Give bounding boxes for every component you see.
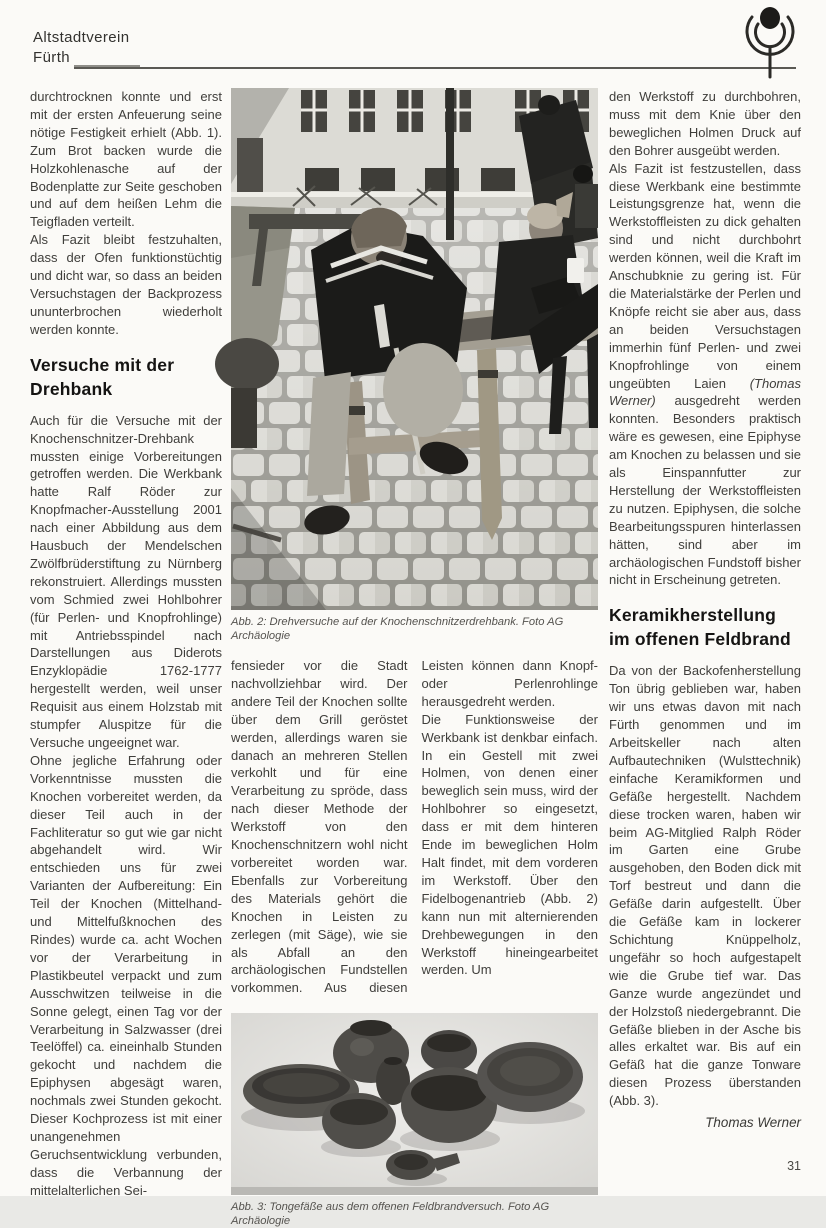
paragraph: Die Funktionsweise der Werkbank ist denkbar einfach. In ein Gestell mit zwei Holmen, von denen einer beweglich sein muss, wird der Hohlbohrer so eingesetzt, dass er mit dem hinteren Ende im beweglichen Holm Halt findet, mit dem vorderen im Werkstoff. Über den Fidelbogenantrieb (Abb. 2) kann nun mit alternierenden Drehbewegungen in den Werkstoff hineingearbeitet werden. Um [421, 711, 598, 978]
middle-text-columns [231, 657, 598, 997]
paragraph [609, 160, 801, 590]
left-column [30, 88, 222, 1200]
paragraph: fensieder vor die Stadt nachvollziehbar wird. Der andere Teil der Knochen sollte über dem Grill geröstet werden, allerdings waren sie danach an mehreren Stellen verkohlt und für eine Verarbeitung zu spröde, dass nach dieser Methode der Werkstoff von den Knochenschnitzern wohl nicht vorbereitet worden war. Ebenfalls zur Vorbereitung des Materials gehört die Knochen in Leisten zu zerlegen (mit Säge), wie sie als Abfall an den archäologischen Fundstellen vorkommen. Aus diesen Leisten können dann Knopf- oder Perlenrohlinge herausgedreht werden. [231, 658, 598, 996]
caption-abb2: Abb. 2: Drehversuche auf der Knochenschnitzerdrehbank. Foto AG Archäologie [231, 616, 564, 642]
page-number: 31 [787, 1158, 801, 1173]
photo-tongefaesse [231, 1013, 598, 1195]
crate [231, 388, 257, 448]
author-byline: Thomas Werner [705, 1115, 801, 1131]
white-cup [567, 258, 584, 283]
middle-column [231, 88, 598, 1228]
paragraph-text: ausgedreht werden konnten. Besonders praktisch wäre es gewesen, eine Epiphyse am Knochen zu belassen und sie als Einspannfutter zur Herstellung der Werkstoffleisten zu nutzen. Epiphysen, die solche Bearbeitungsspuren hinterlassen hätten, sind aber im archäologischen Fundstoff bisher nicht in Erscheinung getreten. [609, 393, 801, 588]
photo-drehversuche [231, 88, 598, 610]
paragraph: Auch für die Versuche mit der Knochenschnitzer-Drehbank mussten einige Vorbereitungen getroffen werden. Die Werkbank hatte Ralf Röder zur Knopfmacher-Ausstellung 2001 nach einer Abbildung aus dem Hausbuch der Mendelschen Zwölfbrüderstiftung zu Nürnberg rekonstruiert. Allerdings mussten vom Schmied zwei Hohlbohrer (für Perlen- und Knopfrohlinge) mit Antriebsspindel nach Darstellungen aus Diderots Enzyklopädie 1762-1777 hergestellt werden, weil unser Requisit aus einem Holzstab mit stumpfer Aluspitze für die Versuche ungeeignet war. [30, 412, 222, 750]
section-heading-drehbank: Versuche mit der Drehbank [30, 354, 175, 399]
paragraph-text: Als Fazit ist festzustellen, dass diese Werkbank eine bestimmte Leistungsgrenze hat, wenn die Werkstoffleisten zu dick gehalten sind und nicht durchbohrt werden können, weil die Kraft im Anschubknie zu gering ist. Für die Materialstärke der Perlen und Knöpfe reicht sie aber aus, dass an beiden Versuchstagen immerhin fünf Perlen- und zwei Knopfrohlinge von einem ungeübten Laien [609, 160, 801, 391]
paragraph: den Werkstoff zu durchbohren, muss mit dem Knie über den beweglichen Holmen Druck auf den Bohrer ausgeübt werden. [609, 89, 801, 158]
paragraph: durchtrocknen konnte und erst mit der ersten Anfeuerung seine nötige Festigkeit erhielt (Abb. 1). Zum Brot backen wurde die Holzkohlenasche auf der Bodenplatte zur Seite geschoben und auf dem heißen Lehm die Teigfladen verteilt. [30, 89, 222, 230]
section-heading-keramik: Keramikherstellung im offenen Feldbrand [609, 605, 791, 650]
paragraph: Ohne jegliche Erfahrung oder Vorkenntnisse mussten die Knochen vorbereitet werden, da dieser Teil auch in der Fachliteratur so gut wie gar nicht abgehandelt wird. Wir entschieden uns für zwei Varianten der Aufbereitung: Ein Teil der Knochen (Mittelhand- und Mittelfußknochen des Rindes) wurde ca. acht Wochen vor der Verarbeitung in Plastikbeutel verpackt und zum Ausschwitzen teilweise in die Sonne gelegt, einen Tag vor der Verarbeitung in Salzwasser (drei Teelöffel) ca. eineinhalb Stunden gekocht und nachdem die Epiphysen abgesägt waren, nochmals zwei Stunden gekocht. Dieser Kochprozess ist mit einer unangenehmen Geruchsentwicklung verbunden, dass die Verbannung der mittelalterlichen Sei- [30, 752, 222, 1198]
masthead [33, 28, 129, 67]
paragraph: Da von der Backofenherstellung Ton übrig geblieben war, haben wir uns etwas davon mit nach Fürth genommen und im Arbeitskeller nach alten Aufbautechniken (Wulsttechnik) einfache Keramikformen und Gefäße hergestellt. Nachdem diese trocken waren, haben wir beim AG-Mitglied Ralph Röder im Garten eine Grube ausgehoben, den Boden dick mit Torf bestreut und dann die Gefäße darin aufgestellt. Über die Gefäße kam in lockerer Schichtung Knüppelholz, ungefähr so hoch aufgestapelt wie die Grube tief war. Das Ganze wurde angezündet und der Holzstoß niedergebrannt. Die Gefäße blieben in der Asche bis alles erkaltet war. Bis auf ein Gefäß hat die ganze Tonware diesen Prozess überstanden (Abb. 3). [609, 663, 801, 1109]
italic-names: (Thomas Werner) [609, 375, 801, 409]
caption-abb3: Abb. 3: Tongefäße aus dem offenen Feldbrandversuch. Foto AG Archäologie [231, 1201, 550, 1228]
small-bowl [322, 1093, 396, 1149]
pole [446, 88, 454, 240]
right-column [609, 88, 801, 1176]
header-rule [74, 67, 796, 69]
masthead-line1: Altstadtverein [33, 29, 130, 46]
masthead-line2: Fürth [33, 48, 71, 66]
shallow-dish-right [477, 1042, 583, 1112]
paragraph: Als Fazit bleibt festzuhalten, dass der Ofen funktionstüchtig und dicht war, so dass an beiden Versuchstagen der Backprozess ununterbrochen wiederholt werden konnte. [30, 232, 222, 337]
small-cup [421, 1030, 477, 1072]
tree-of-life-logo-icon [737, 3, 803, 84]
